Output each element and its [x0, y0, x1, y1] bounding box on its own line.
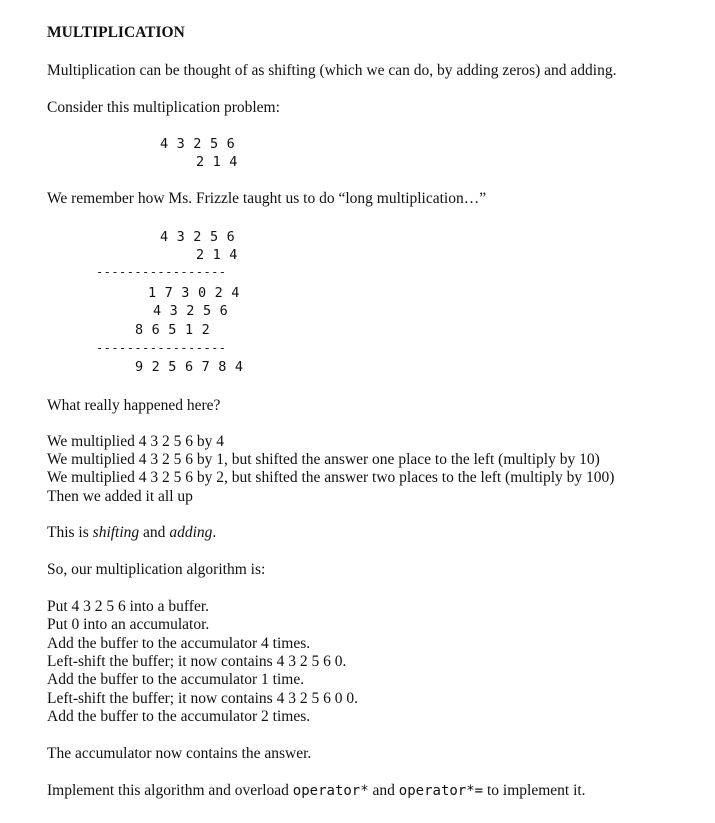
long-mult-separator-2: ----------------- [96, 341, 227, 355]
conclusion-paragraph: The accumulator now contains the answer. [47, 745, 312, 762]
long-mult-result: 9 2 5 6 7 8 4 [135, 359, 244, 375]
long-mult-partial-1: 1 7 3 0 2 4 [148, 285, 240, 301]
algorithm-step: Left-shift the buffer; it now contains 4 3 2 5 6 0. [47, 653, 347, 670]
section-title: MULTIPLICATION [47, 24, 185, 41]
explanation-line: We multiplied 4 3 2 5 6 by 2, but shifted the answer two places to the left (multiply by 100) [47, 469, 615, 486]
algorithm-intro: So, our multiplication algorithm is: [47, 561, 266, 578]
summary-adding: adding [169, 524, 213, 541]
algorithm-step: Put 4 3 2 5 6 into a buffer. [47, 598, 210, 615]
problem-multiplier: 2 1 4 [196, 154, 238, 170]
algorithm-step: Put 0 into an accumulator. [47, 616, 210, 633]
algorithm-step: Add the buffer to the accumulator 2 times. [47, 708, 311, 725]
summary-shifting: shifting [92, 524, 140, 541]
intro-paragraph: Multiplication can be thought of as shifting (which we can do, by adding zeros) and adding. [47, 62, 617, 79]
remember-paragraph: We remember how Ms. Frizzle taught us to do “long multiplication…” [47, 190, 487, 207]
document-page [47, 0, 707, 823]
summary-paragraph [47, 524, 216, 542]
summary-prefix: This is [47, 524, 93, 541]
question-paragraph: What really happened here? [47, 397, 221, 414]
explanation-line: Then we added it all up [47, 488, 193, 505]
long-mult-separator-1: ----------------- [96, 265, 227, 279]
summary-suffix: . [212, 524, 217, 541]
problem-multiplicand: 4 3 2 5 6 [160, 136, 235, 152]
algorithm-step: Add the buffer to the accumulator 1 time. [47, 671, 305, 688]
explanation-line: We multiplied 4 3 2 5 6 by 4 [47, 433, 224, 450]
operator-star-equals-code: operator*= [398, 783, 484, 799]
long-mult-multiplier: 2 1 4 [196, 247, 238, 263]
long-mult-partial-3: 8 6 5 1 2 [135, 322, 210, 338]
task-and: and [368, 782, 399, 799]
summary-and: and [139, 524, 170, 541]
task-paragraph [47, 782, 586, 800]
explanation-line: We multiplied 4 3 2 5 6 by 1, but shifted the answer one place to the left (multiply by 10) [47, 451, 600, 468]
task-suffix: to implement it. [483, 782, 586, 799]
long-mult-partial-2: 4 3 2 5 6 [153, 303, 228, 319]
task-prefix: Implement this algorithm and overload [47, 782, 293, 799]
long-mult-multiplicand: 4 3 2 5 6 [160, 229, 235, 245]
operator-star-code: operator* [292, 783, 369, 799]
consider-paragraph: Consider this multiplication problem: [47, 99, 280, 116]
algorithm-step: Left-shift the buffer; it now contains 4 3 2 5 6 0 0. [47, 690, 358, 707]
algorithm-step: Add the buffer to the accumulator 4 times. [47, 635, 311, 652]
